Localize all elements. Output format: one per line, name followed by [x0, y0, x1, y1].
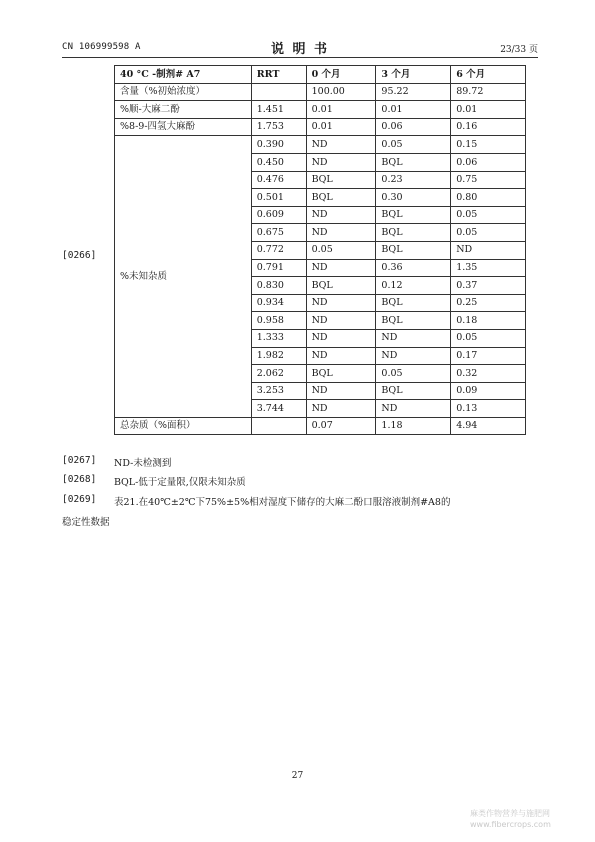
table-cell: 0.772: [251, 241, 306, 259]
table-cell: BQL: [376, 312, 451, 330]
table-cell: 0.934: [251, 294, 306, 312]
paragraph-continuation: 稳定性数据: [62, 517, 110, 528]
table-cell: [251, 417, 306, 435]
total-impurities-row: [115, 417, 526, 435]
table-cell: ND: [306, 259, 376, 277]
table-cell: 0.37: [451, 277, 526, 295]
table-cell: BQL: [376, 241, 451, 259]
table-cell: 0.07: [306, 417, 376, 435]
table-cell: 0.16: [451, 118, 526, 136]
table-cell: BQL: [376, 224, 451, 242]
table-cell: ND: [306, 206, 376, 224]
table-cell: %8-9-四氢大麻酚: [115, 118, 252, 136]
table-cell: [251, 83, 306, 101]
unknown-impurities-label: %未知杂质: [115, 136, 252, 418]
paragraph-number: [0268]: [62, 474, 97, 485]
table-cell: ND: [306, 294, 376, 312]
paragraph-number: [0267]: [62, 455, 97, 466]
table-cell: ND: [306, 382, 376, 400]
table-cell: BQL: [306, 277, 376, 295]
table-cell: 0.958: [251, 312, 306, 330]
header-cell: 3 个月: [376, 66, 451, 84]
header-cell: RRT: [251, 66, 306, 84]
watermark-line: www.fibercrops.com: [470, 820, 551, 829]
table-cell: 1.333: [251, 329, 306, 347]
table-cell: 0.09: [451, 382, 526, 400]
table-cell: ND: [306, 400, 376, 418]
paragraph-number: [0269]: [62, 494, 97, 505]
paragraph-text: BQL-低于定量限,仅限未知杂质: [114, 477, 246, 488]
table-cell: 2.062: [251, 365, 306, 383]
table-cell: 0.25: [451, 294, 526, 312]
table-cell: 1.18: [376, 417, 451, 435]
header-cell: 40 °C -制剂# A7: [115, 66, 252, 84]
watermark: [470, 808, 551, 830]
table-cell: 3.744: [251, 400, 306, 418]
table-cell: BQL: [376, 294, 451, 312]
page-number: 27: [291, 771, 304, 781]
table-cell: 0.05: [451, 329, 526, 347]
cis-cbd-row: [115, 101, 526, 119]
watermark-line: 麻类作物营养与施肥网: [470, 809, 550, 818]
header-rule: [62, 57, 538, 58]
patent-number: CN 106999598 A: [62, 42, 141, 52]
page-indicator: 23/33 页: [500, 45, 538, 55]
table-cell: ND: [376, 347, 451, 365]
table-cell: %顺-大麻二酚: [115, 101, 252, 119]
table-cell: 1.35: [451, 259, 526, 277]
table-cell: 0.05: [306, 241, 376, 259]
table-cell: 0.06: [376, 118, 451, 136]
table-cell: 0.30: [376, 189, 451, 207]
table-header-row: [115, 66, 526, 84]
table-cell: 1.753: [251, 118, 306, 136]
table-cell: 0.450: [251, 153, 306, 171]
table-cell: 0.476: [251, 171, 306, 189]
table-cell: BQL: [376, 382, 451, 400]
table-cell: 含量（%初始浓度）: [115, 83, 252, 101]
table-cell: ND: [306, 347, 376, 365]
table-cell: 0.01: [451, 101, 526, 119]
table-cell: 100.00: [306, 83, 376, 101]
unknown-impurity-row: [115, 136, 526, 154]
table-cell: ND: [376, 329, 451, 347]
document-title: 说 明 书: [270, 42, 330, 57]
table-cell: ND: [451, 241, 526, 259]
table-cell: 0.01: [376, 101, 451, 119]
table-cell: 0.13: [451, 400, 526, 418]
table-cell: 0.80: [451, 189, 526, 207]
table-cell: 总杂质（%面积）: [115, 417, 252, 435]
table-cell: 0.75: [451, 171, 526, 189]
table-cell: 0.01: [306, 118, 376, 136]
table-cell: 0.05: [376, 136, 451, 154]
table-cell: 95.22: [376, 83, 451, 101]
paragraph-text: ND-未检测到: [114, 458, 172, 469]
table-cell: ND: [306, 153, 376, 171]
table-cell: ND: [306, 329, 376, 347]
table-cell: ND: [306, 312, 376, 330]
table-cell: 0.06: [451, 153, 526, 171]
table-cell: 0.05: [376, 365, 451, 383]
table-cell: BQL: [376, 153, 451, 171]
table-cell: ND: [306, 224, 376, 242]
table-cell: 0.05: [451, 206, 526, 224]
content-row: [115, 83, 526, 101]
table-cell: BQL: [376, 206, 451, 224]
table-cell: 0.390: [251, 136, 306, 154]
thc-row: [115, 118, 526, 136]
header-cell: 6 个月: [451, 66, 526, 84]
table-cell: ND: [376, 400, 451, 418]
table-cell: 0.05: [451, 224, 526, 242]
table-cell: 0.18: [451, 312, 526, 330]
paragraph-text: 表21.在40℃±2℃下75%±5%相对湿度下储存的大麻二酚口服溶液制剂#A8的: [114, 497, 451, 508]
table-cell: 1.451: [251, 101, 306, 119]
header-cell: 0 个月: [306, 66, 376, 84]
table-cell: 0.32: [451, 365, 526, 383]
page-header: [62, 38, 538, 56]
table-cell: BQL: [306, 365, 376, 383]
table-cell: 0.17: [451, 347, 526, 365]
table-cell: 0.830: [251, 277, 306, 295]
table-cell: 0.791: [251, 259, 306, 277]
table-cell: BQL: [306, 171, 376, 189]
table-cell: 0.36: [376, 259, 451, 277]
table-cell: 0.01: [306, 101, 376, 119]
table-cell: 4.94: [451, 417, 526, 435]
table-cell: 0.675: [251, 224, 306, 242]
stability-table: [114, 65, 526, 435]
table-cell: 0.609: [251, 206, 306, 224]
table-cell: 0.12: [376, 277, 451, 295]
table-cell: 1.982: [251, 347, 306, 365]
table-cell: BQL: [306, 189, 376, 207]
table-cell: 89.72: [451, 83, 526, 101]
table-cell: 0.501: [251, 189, 306, 207]
table-cell: ND: [306, 136, 376, 154]
paragraph-number-0266: [0266]: [62, 250, 97, 261]
table-cell: 0.15: [451, 136, 526, 154]
table-cell: 0.23: [376, 171, 451, 189]
table-cell: 3.253: [251, 382, 306, 400]
